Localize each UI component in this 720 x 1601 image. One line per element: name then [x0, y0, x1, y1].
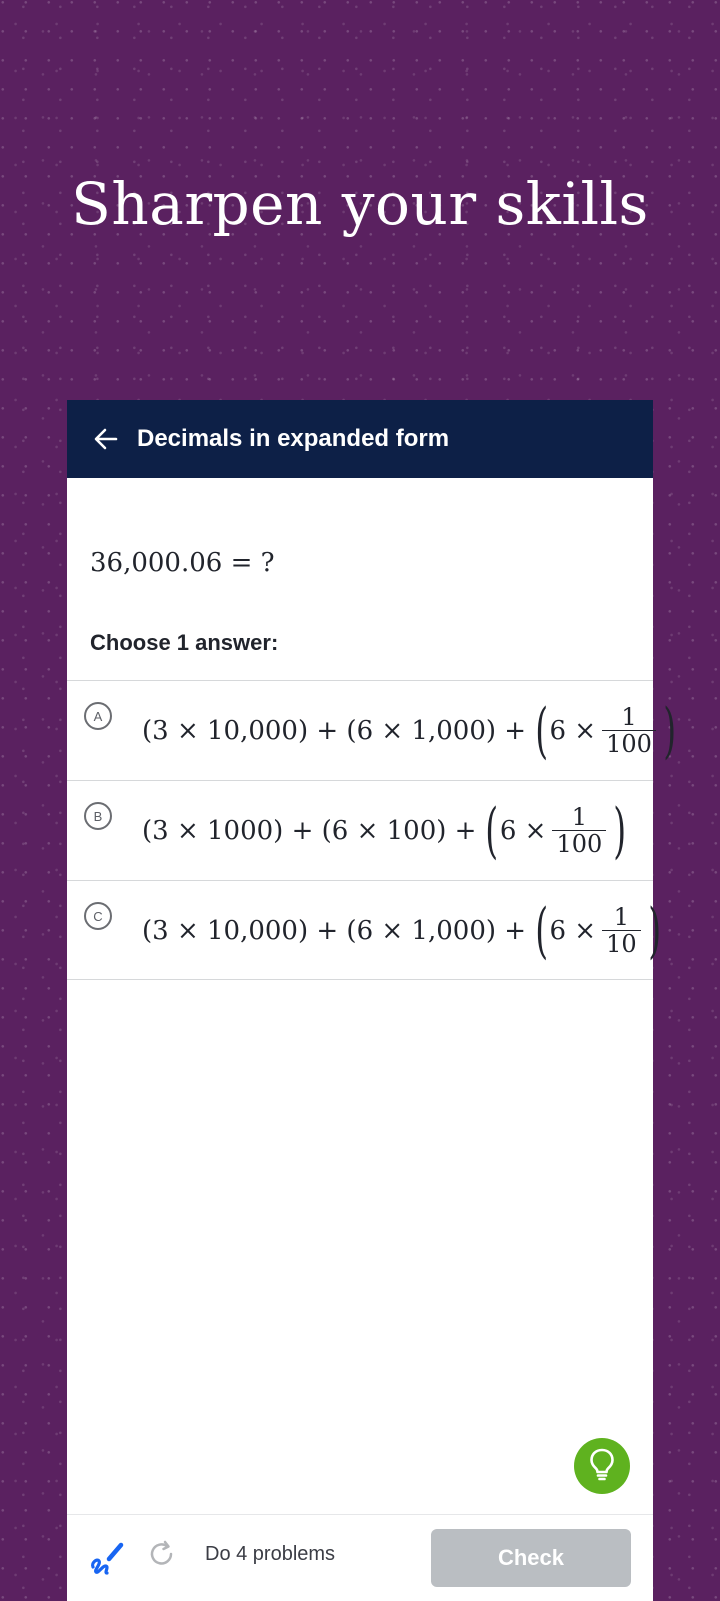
back-arrow-icon[interactable]	[91, 424, 121, 454]
open-paren: (	[485, 796, 499, 866]
option-letter: B	[84, 802, 112, 830]
option-a[interactable]	[67, 680, 677, 780]
question-text: 36,000.06 = ?	[90, 548, 275, 578]
expression-coefficient: 6 ×	[549, 916, 597, 946]
option-expression	[142, 881, 662, 981]
expression-coefficient: 6 ×	[499, 816, 547, 846]
redo-icon[interactable]	[147, 1539, 177, 1569]
fraction-numerator: 1	[571, 802, 588, 831]
check-button[interactable]: Check	[431, 1529, 631, 1587]
option-expression	[142, 681, 677, 781]
close-paren: )	[647, 896, 661, 966]
progress-text: Do 4 problems	[205, 1543, 336, 1565]
expression-coefficient: 6 ×	[549, 716, 597, 746]
lightbulb-icon	[587, 1447, 617, 1486]
option-letter: A	[84, 702, 112, 730]
fraction	[602, 904, 641, 959]
fraction-denominator: 100	[552, 830, 606, 859]
option-expression	[142, 781, 628, 881]
close-paren: )	[613, 796, 627, 866]
card-header	[67, 400, 653, 478]
fraction	[552, 804, 606, 859]
fraction-denominator: 10	[602, 930, 641, 959]
fraction-denominator: 100	[602, 730, 656, 759]
expression-terms: (3 × 1000) + (6 × 100) +	[142, 816, 477, 846]
option-c[interactable]	[67, 880, 661, 980]
exercise-title: Decimals in expanded form	[137, 425, 450, 452]
exercise-card	[67, 400, 677, 1600]
close-paren: )	[663, 696, 677, 766]
answer-options	[67, 680, 677, 980]
hero-title: Sharpen your skills	[71, 170, 649, 238]
hint-button[interactable]	[574, 1438, 630, 1494]
scratchpad-icon[interactable]	[87, 1537, 127, 1577]
expression-terms: (3 × 10,000) + (6 × 1,000) +	[142, 916, 527, 946]
fraction-numerator: 1	[613, 902, 629, 931]
option-letter: C	[84, 902, 112, 930]
exercise-footer	[67, 1514, 653, 1601]
option-b[interactable]	[67, 780, 653, 880]
open-paren: (	[535, 896, 549, 966]
answer-prompt: Choose 1 answer:	[90, 630, 279, 655]
fraction	[602, 704, 656, 759]
expression-terms: (3 × 10,000) + (6 × 1,000) +	[142, 716, 527, 746]
fraction-numerator: 1	[621, 702, 637, 731]
open-paren: (	[535, 696, 549, 766]
